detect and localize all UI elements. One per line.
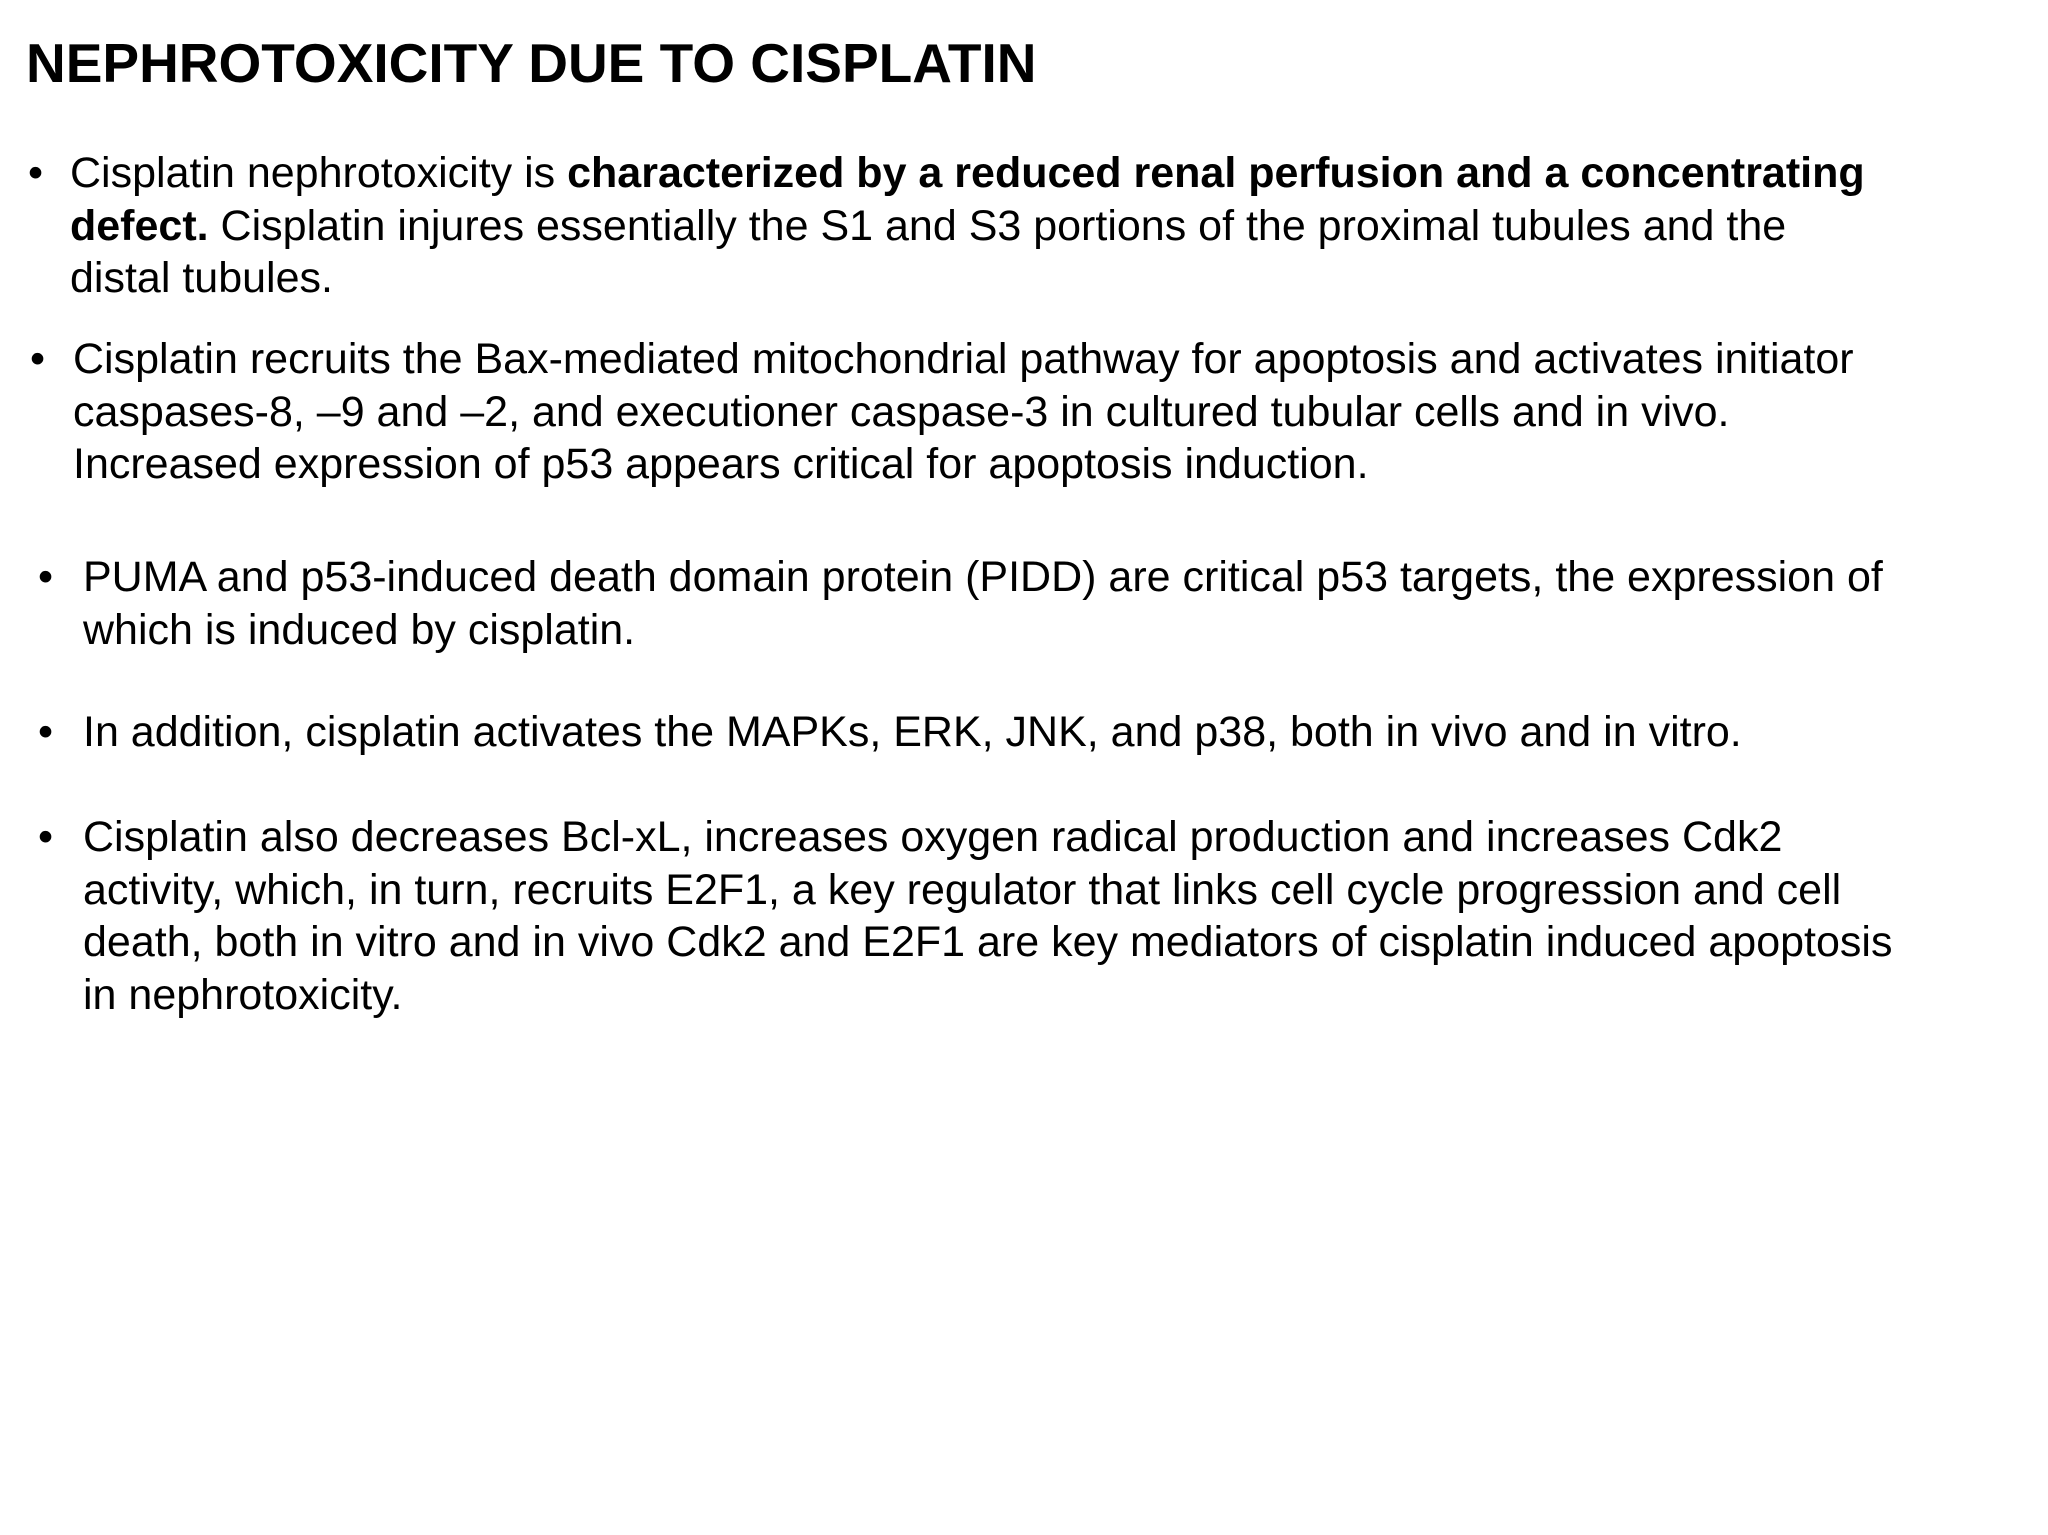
bullet-line: PUMA and p53-induced death domain protein (PIDD) are critical p53 targets, the expression of [83, 553, 1883, 601]
bold-text-run: characterized by a reduced renal perfusion and a concentrating [567, 149, 1865, 197]
bullet-line: caspases-8, –9 and –2, and executioner caspase-3 in cultured tubular cells and in vivo. [73, 387, 1730, 436]
bullet-text [83, 811, 1892, 1021]
bullet-line [70, 200, 1865, 253]
bullet-item [28, 147, 1865, 305]
bullet-line: Increased expression of p53 appears critical for apoptosis induction. [73, 440, 1369, 488]
bullet-line: In addition, cisplatin activates the MAPKs, ERK, JNK, and p38, both in vivo and in vitro. [83, 708, 1742, 756]
bullet-line: Cisplatin also decreases Bcl-xL, increases oxygen radical production and increases Cdk2 [83, 813, 1783, 861]
bullet-line [70, 147, 1865, 200]
bullet-line: activity, which, in turn, recruits E2F1, a key regulator that links cell cycle progression and cell [83, 865, 1842, 914]
bullet-item [30, 333, 1854, 491]
bullet-icon: • [38, 553, 54, 601]
bullet-item [38, 811, 1892, 1021]
bullet-text [83, 706, 1742, 759]
bullet-line: distal tubules. [70, 254, 333, 302]
bullet-text [83, 551, 1883, 656]
bullet-icon: • [28, 149, 44, 197]
bullet-icon: • [38, 708, 54, 756]
bullet-text [70, 147, 1865, 305]
bullet-line: which is induced by cisplatin. [83, 605, 636, 654]
slide-title: NEPHROTOXICITY DUE TO CISPLATIN [26, 32, 1037, 94]
text-run: Cisplatin nephrotoxicity is [70, 149, 568, 197]
bullet-text [73, 333, 1854, 491]
bullet-icon: • [30, 335, 46, 383]
bold-text-run: defect. [70, 201, 209, 250]
bullet-line: Cisplatin recruits the Bax-mediated mitochondrial pathway for apoptosis and activates initiator [73, 335, 1854, 383]
bullet-icon: • [38, 813, 54, 861]
text-run: Cisplatin injures essentially the S1 and S3 portions of the proximal tubules and the [208, 201, 1787, 250]
bullet-item [38, 551, 1883, 656]
bullet-line: death, both in vitro and in vivo Cdk2 and E2F1 are key mediators of cisplatin induced apoptosis [83, 918, 1893, 966]
bullet-line: in nephrotoxicity. [83, 970, 403, 1019]
bullet-item [38, 706, 1742, 759]
